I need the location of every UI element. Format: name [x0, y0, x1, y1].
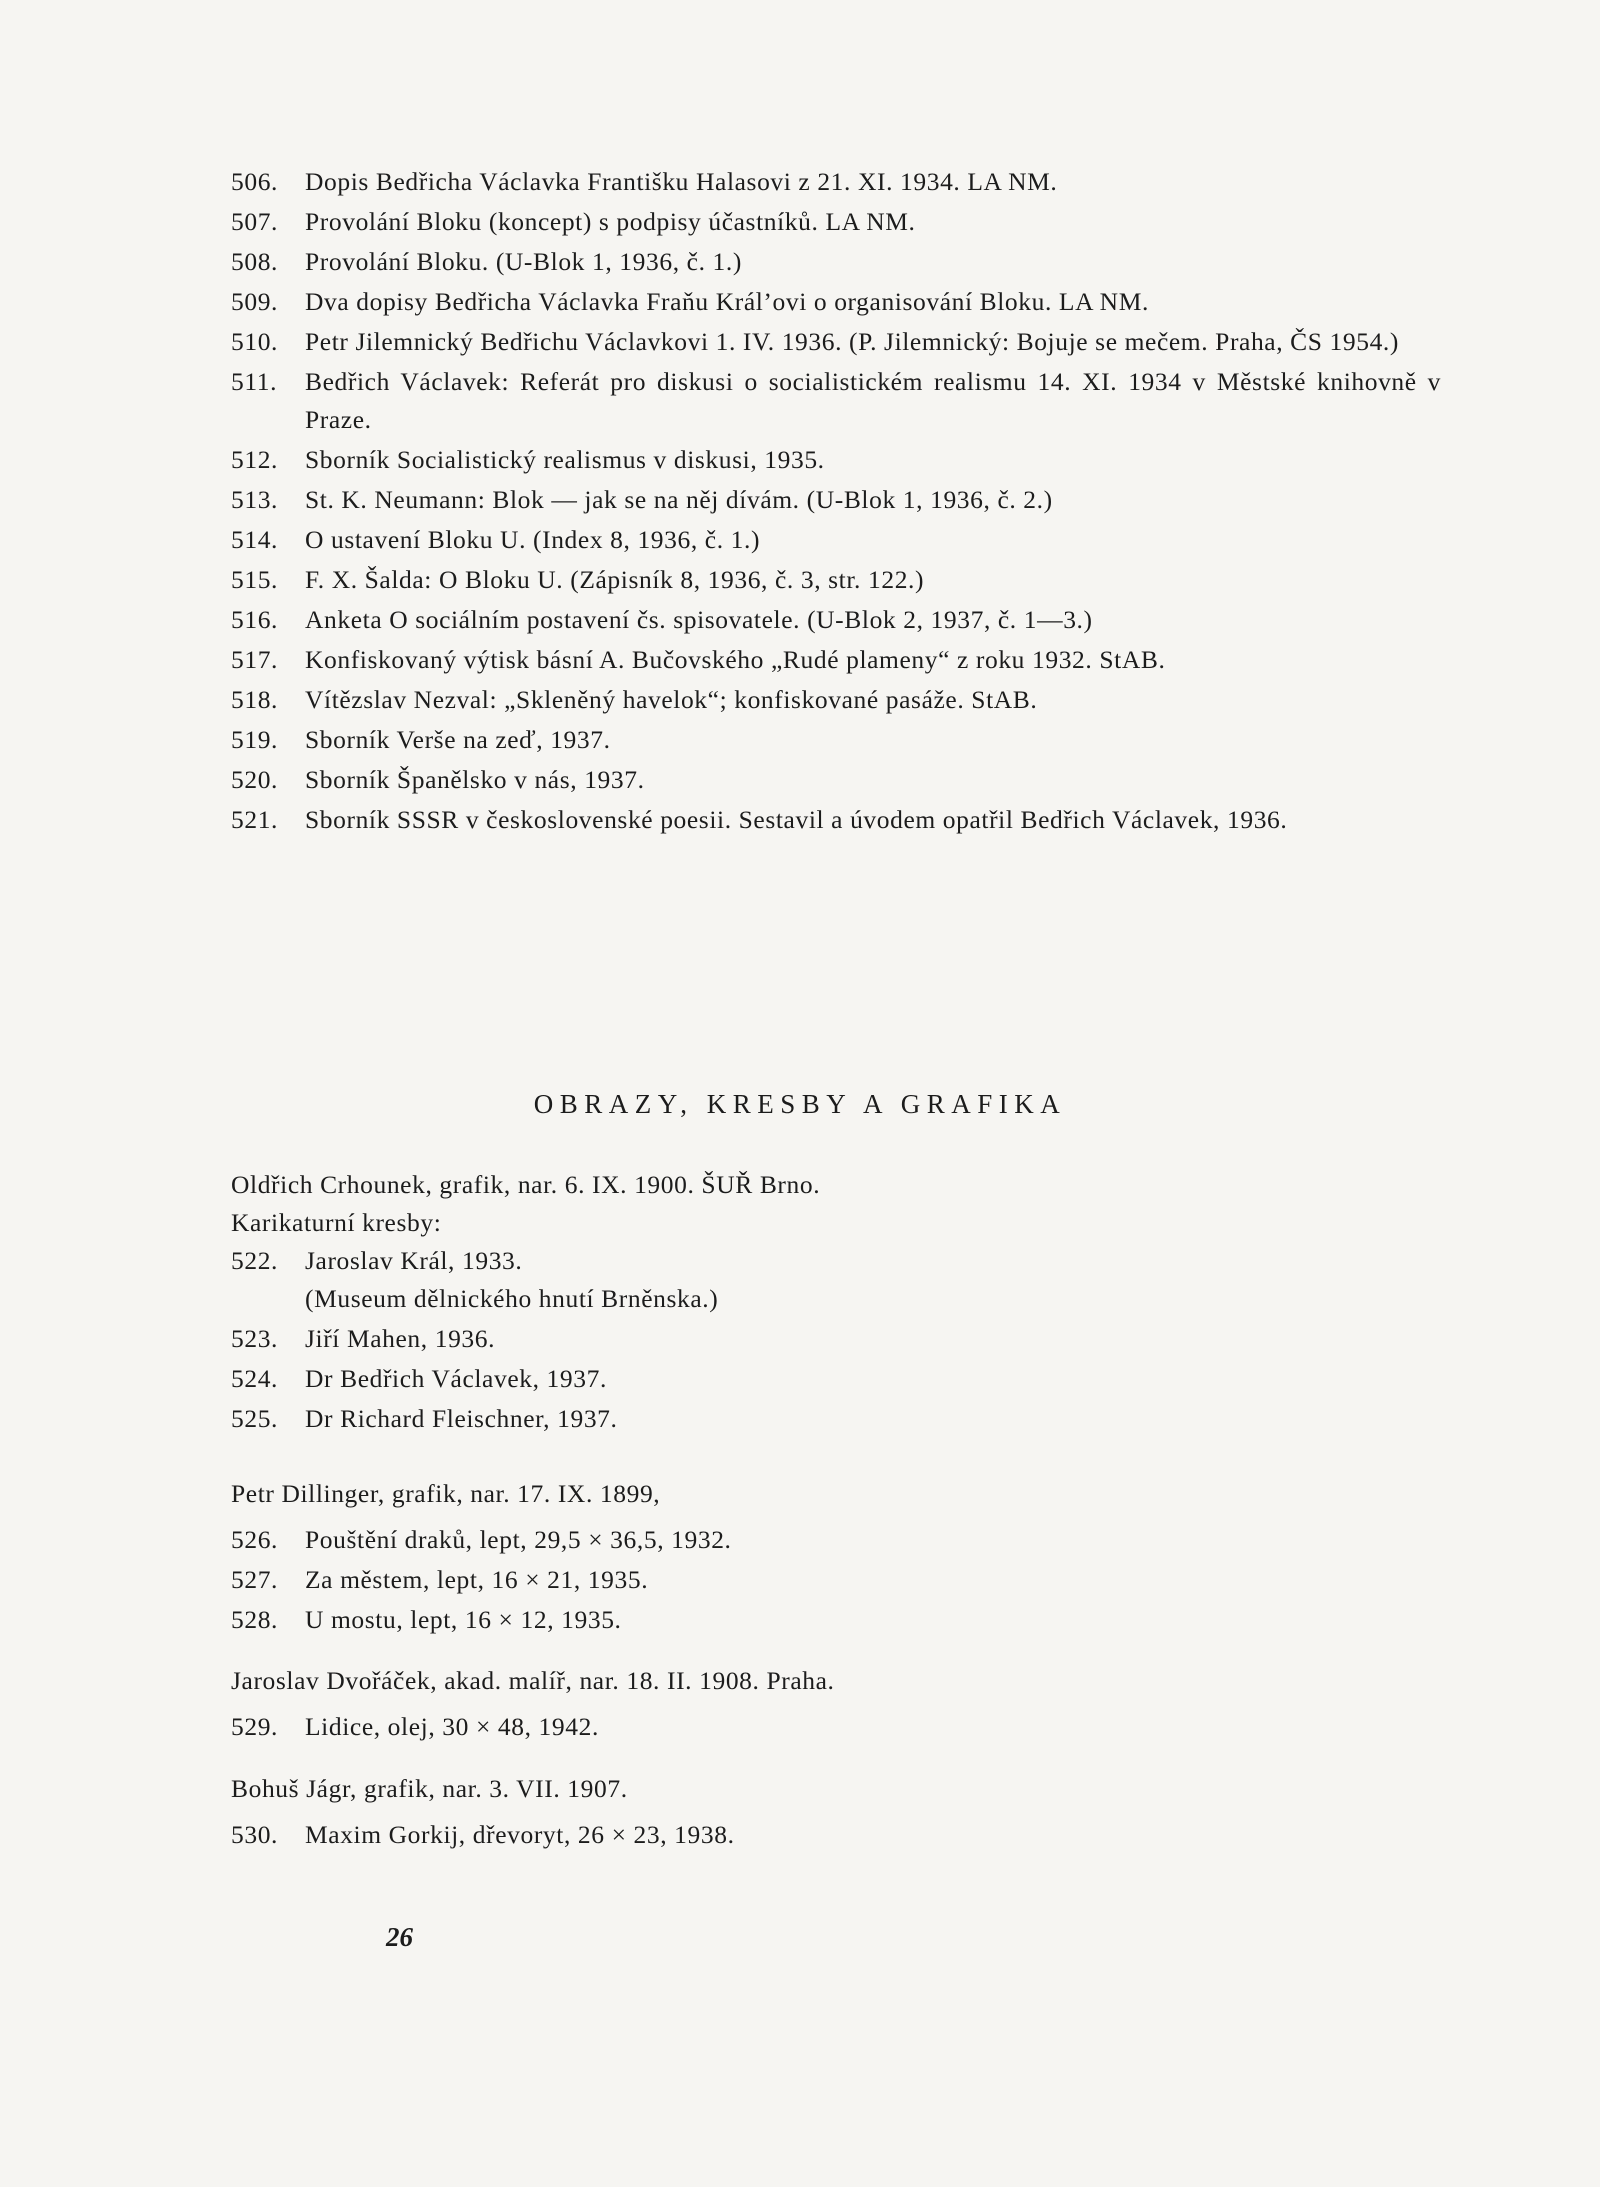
list-item: [231, 1521, 1441, 1559]
entry-text: Konfiskovaný výtisk básní A. Bučovského „Rudé plameny“ z roku 1932. StAB.: [305, 645, 1166, 674]
entry-text: Sborník Španělsko v nás, 1937.: [305, 765, 645, 794]
entry-number: 509.: [231, 287, 279, 316]
entry-text: Provolání Bloku. (U-Blok 1, 1936, č. 1.): [305, 247, 742, 276]
entry-number: 526.: [231, 1525, 279, 1554]
entry-number: 529.: [231, 1712, 279, 1741]
list-item: [231, 283, 1441, 321]
entry-number: 519.: [231, 725, 279, 754]
entry-number: 520.: [231, 765, 279, 794]
entry-number: 511.: [231, 367, 278, 396]
list-item: [231, 243, 1441, 281]
entry-number: 514.: [231, 525, 279, 554]
list-item: [231, 1400, 1441, 1438]
entry-number: 523.: [231, 1324, 279, 1353]
entry-text: Lidice, olej, 30 × 48, 1942.: [305, 1712, 599, 1741]
entry-text: Anketa O sociálním postavení čs. spisovatele. (U-Blok 2, 1937, č. 1—3.): [305, 605, 1093, 634]
list-item: [231, 561, 1441, 599]
list-item: [231, 1242, 1441, 1280]
artist-dillinger: [231, 1475, 1441, 1641]
list-item: [231, 801, 1441, 839]
list-item: [231, 601, 1441, 639]
artist-jagr: [231, 1770, 1441, 1856]
entry-text: Dr Richard Fleischner, 1937.: [305, 1404, 618, 1433]
entry-text: Dva dopisy Bedřicha Václavka Fraňu Král’ovi o organisování Bloku. LA NM.: [305, 287, 1149, 316]
entry-number: 512.: [231, 445, 279, 474]
entry-text: Bedřich Václavek: Referát pro diskusi o socialistickém realismu 14. XI. 1934 v Městské knihovně v Praze.: [305, 367, 1441, 434]
list-item: [231, 521, 1441, 559]
entry-text: F. X. Šalda: O Bloku U. (Zápisník 8, 1936, č. 3, str. 122.): [305, 565, 925, 594]
entry-number: 524.: [231, 1364, 279, 1393]
entry-text: Sborník SSSR v československé poesii. Sestavil a úvodem opatřil Bedřich Václavek, 1936.: [305, 805, 1288, 834]
list-item: [231, 641, 1441, 679]
entry-number: 522.: [231, 1246, 279, 1275]
list-item-note: [231, 1280, 1441, 1318]
entry-text: Dopis Bedřicha Václavka Františku Halasovi z 21. XI. 1934. LA NM.: [305, 167, 1058, 196]
list-item: [231, 481, 1441, 519]
entry-number: 518.: [231, 685, 279, 714]
entry-text: Pouštění draků, lept, 29,5 × 36,5, 1932.: [305, 1525, 732, 1554]
entry-text: Maxim Gorkij, dřevoryt, 26 × 23, 1938.: [305, 1820, 735, 1849]
list-item: [231, 681, 1441, 719]
list-item: [231, 323, 1441, 361]
entry-number: 508.: [231, 247, 279, 276]
list-item: [231, 761, 1441, 799]
list-item: [231, 203, 1441, 241]
entry-number: 507.: [231, 207, 279, 236]
entry-number: 517.: [231, 645, 279, 674]
artist-header: Petr Dillinger, grafik, nar. 17. IX. 1899,: [231, 1479, 661, 1508]
entry-text: Za městem, lept, 16 × 21, 1935.: [305, 1565, 649, 1594]
artist-header: Oldřich Crhounek, grafik, nar. 6. IX. 1900. ŠUŘ Brno.: [231, 1170, 821, 1199]
entry-text: Jiří Mahen, 1936.: [305, 1324, 496, 1353]
list-item: [231, 1816, 1441, 1854]
entry-number: 516.: [231, 605, 279, 634]
page-number: 26: [386, 1922, 413, 1952]
entry-text: Sborník Verše na zeď, 1937.: [305, 725, 611, 754]
artist-header: Jaroslav Dvořáček, akad. malíř, nar. 18. II. 1908. Praha.: [231, 1666, 835, 1695]
list-item: [231, 1561, 1441, 1599]
entry-number: 515.: [231, 565, 279, 594]
artist-subheader: Karikaturní kresby:: [231, 1208, 442, 1237]
artist-header: Bohuš Jágr, grafik, nar. 3. VII. 1907.: [231, 1774, 628, 1803]
entry-number: 521.: [231, 805, 279, 834]
entry-number: 528.: [231, 1605, 279, 1634]
exhibit-list-top: [231, 163, 1441, 841]
entry-number: 513.: [231, 485, 279, 514]
list-item: [231, 1320, 1441, 1358]
list-item: [231, 1708, 1441, 1746]
section-heading: OBRAZY, KRESBY A GRAFIKA: [533, 1089, 1067, 1119]
entry-number: 527.: [231, 1565, 279, 1594]
list-item: [231, 721, 1441, 759]
entry-text: O ustavení Bloku U. (Index 8, 1936, č. 1.): [305, 525, 761, 554]
entry-note: (Museum dělnického hnutí Brněnska.): [305, 1284, 719, 1313]
list-item: [231, 1601, 1441, 1639]
list-item: [231, 163, 1441, 201]
entry-text: Provolání Bloku (koncept) s podpisy účastníků. LA NM.: [305, 207, 916, 236]
entry-text: U mostu, lept, 16 × 12, 1935.: [305, 1605, 622, 1634]
list-item: [231, 363, 1441, 439]
entry-number: 525.: [231, 1404, 279, 1433]
list-item: [231, 441, 1441, 479]
entry-number: 510.: [231, 327, 279, 356]
entry-number: 530.: [231, 1820, 279, 1849]
artist-crhounek: [231, 1166, 1441, 1440]
entry-text: Vítězslav Nezval: „Skleněný havelok“; konfiskované pasáže. StAB.: [305, 685, 1038, 714]
entry-text: St. K. Neumann: Blok — jak se na něj dívám. (U-Blok 1, 1936, č. 2.): [305, 485, 1053, 514]
entry-text: Dr Bedřich Václavek, 1937.: [305, 1364, 607, 1393]
artist-dvoracek: [231, 1662, 1441, 1748]
entry-text: Petr Jilemnický Bedřichu Václavkovi 1. IV. 1936. (P. Jilemnický: Bojuje se mečem. Praha, ČS 1954.): [305, 327, 1400, 356]
list-item: [231, 1360, 1441, 1398]
entry-text: Jaroslav Král, 1933.: [305, 1246, 523, 1275]
entry-number: 506.: [231, 167, 279, 196]
entry-text: Sborník Socialistický realismus v diskusi, 1935.: [305, 445, 825, 474]
